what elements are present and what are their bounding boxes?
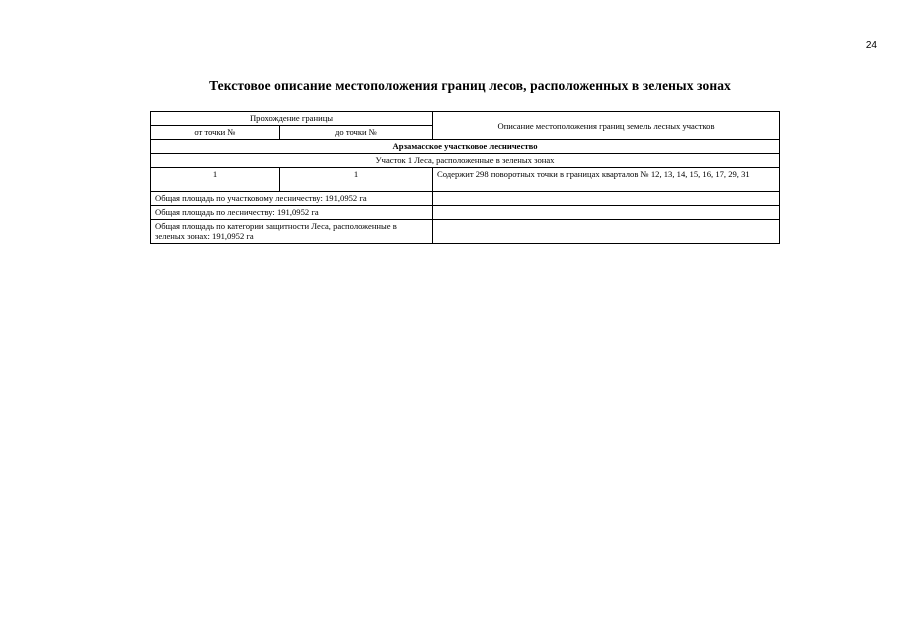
district-name: Арзамасское участковое лесничество [151,140,780,154]
district-row [151,140,780,154]
total-empty-cell [433,220,780,244]
cell-description: Содержит 298 поворотных точки в границах кварталов № 12, 13, 14, 15, 16, 17, 29, 31 [433,168,780,192]
total-forestry-area: Общая площадь по лесничеству: 191,0952 га [151,206,433,220]
total-row-category [151,220,780,244]
total-category-area: Общая площадь по категории защитности Леса, расположенные в зеленых зонах: 191,0952 га [151,220,433,244]
page-number: 24 [865,40,877,51]
header-boundary-passage: Прохождение границы [151,112,433,126]
header-to-point: до точки № [280,126,433,140]
total-row-forestry [151,206,780,220]
boundary-table [150,111,780,244]
total-empty-cell [433,206,780,220]
document-title: Текстовое описание местоположения границ лесов, расположенных в зеленых зонах [209,78,731,93]
cell-to-point: 1 [280,168,433,192]
total-district-area: Общая площадь по участковому лесничеству: 191,0952 га [151,192,433,206]
total-empty-cell [433,192,780,206]
table-row [151,168,780,192]
total-row-district [151,192,780,206]
site-row [151,154,780,168]
cell-from-point: 1 [151,168,280,192]
site-name: Участок 1 Леса, расположенные в зеленых зонах [151,154,780,168]
table-header-row [151,112,780,126]
header-description: Описание местоположения границ земель лесных участков [433,112,780,140]
header-from-point: от точки № [151,126,280,140]
